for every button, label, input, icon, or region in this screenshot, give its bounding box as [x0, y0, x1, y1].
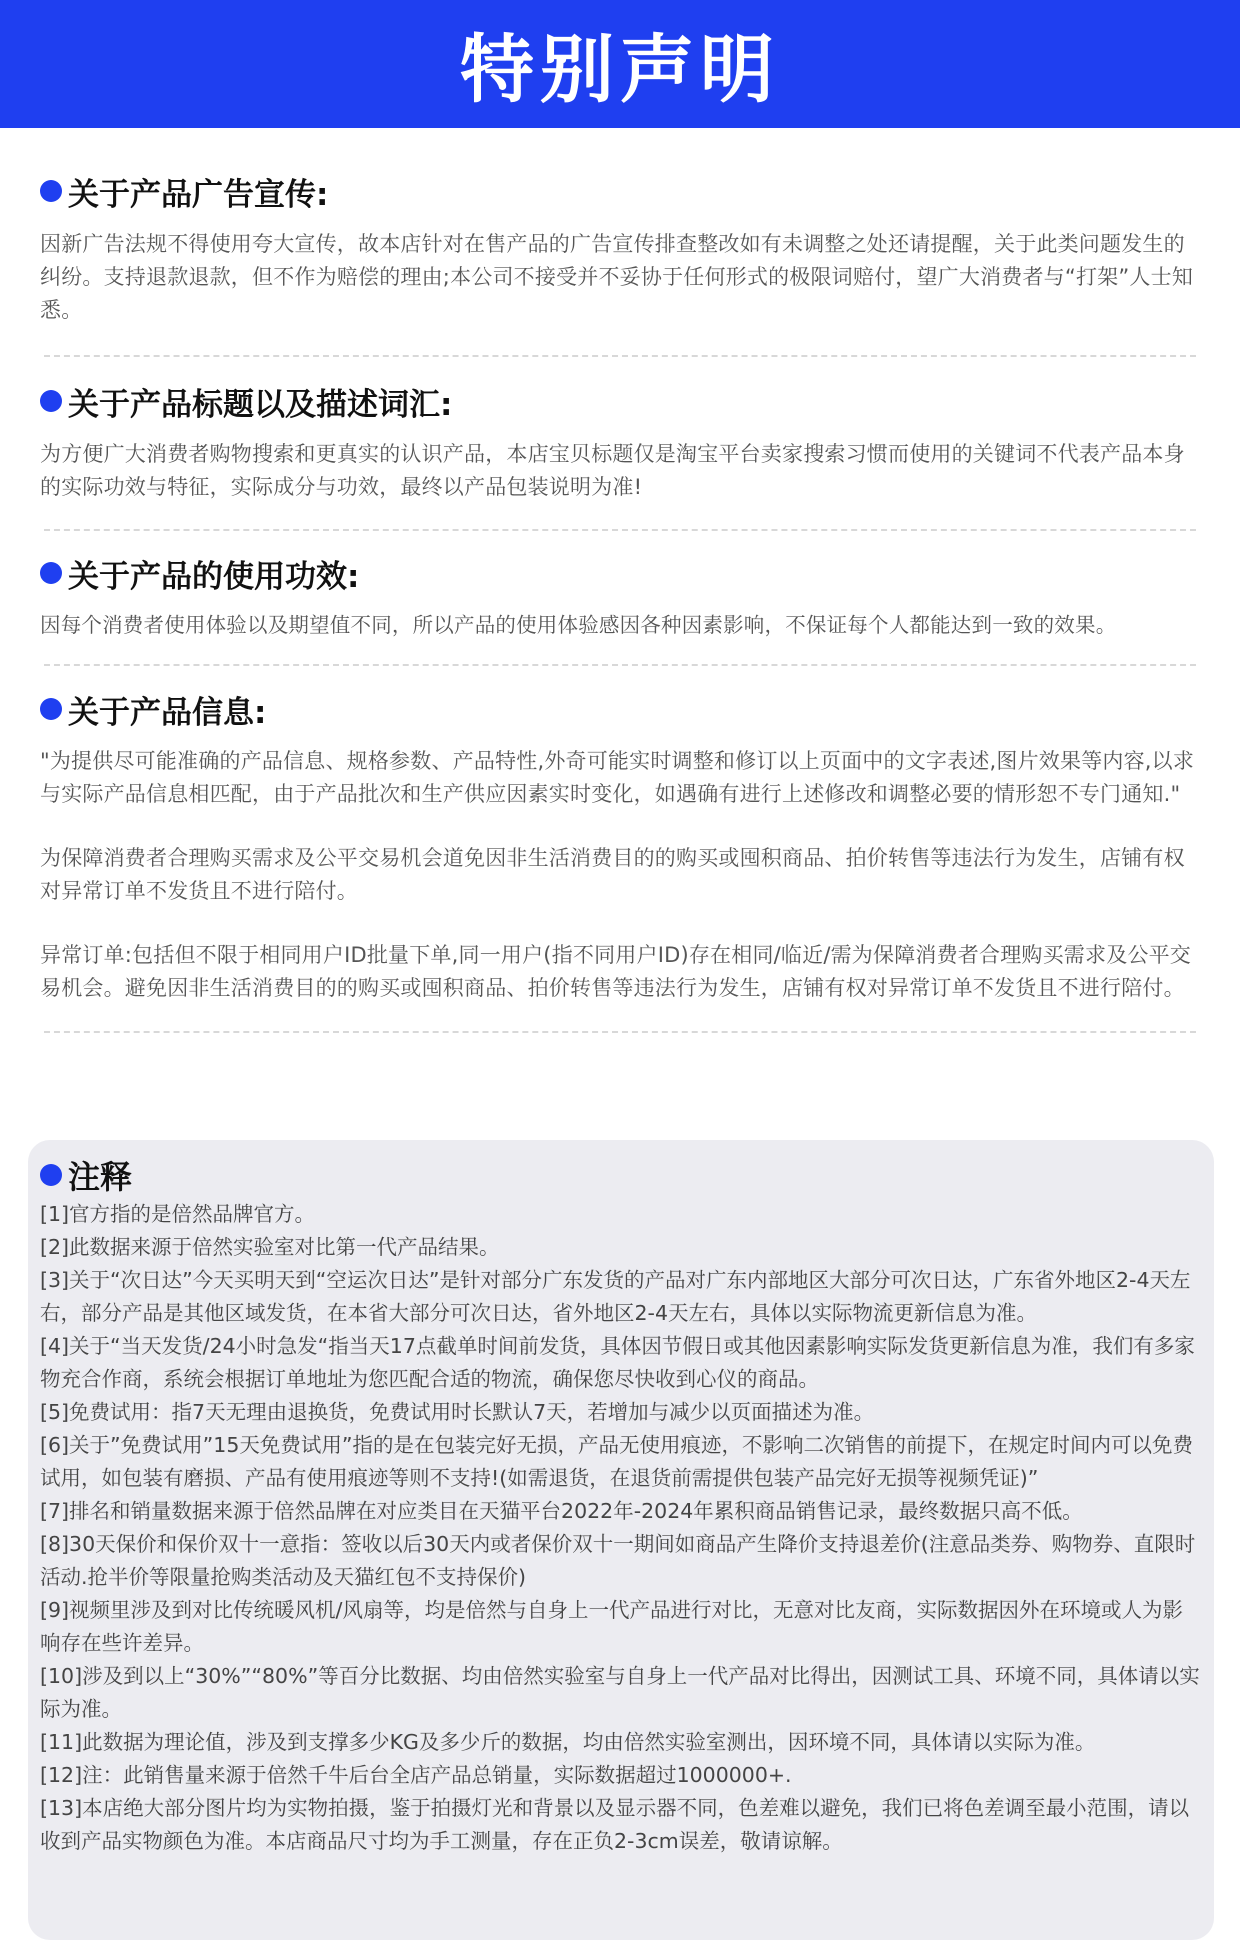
section-title-keywords	[40, 357, 1200, 504]
section-heading	[40, 171, 1200, 211]
note-item: [5]免费试用：指7天无理由退换货，免费试用时长默认7天，若增加与减少以页面描述为准。	[40, 1400, 875, 1424]
notes-list	[40, 1198, 1214, 1858]
page-title: 特别声明	[460, 27, 780, 113]
bullet-dot-icon	[40, 562, 62, 584]
section-paragraph: "为提供尽可能准确的产品信息、规格参数、产品特性,外奇可能实时调整和修订以上页面中的文字表述,图片效果等内容,以求与实际产品信息相匹配，由于产品批次和生产供应因素实时变化，如遇确有进行上述修改和调整必要的情形恕不专门通知."	[40, 749, 1195, 806]
note-item: [6]关于”免费试用”15天免费试用”指的是在包装完好无损，产品无使用痕迹，不影响二次销售的前提下，在规定时间内可以免费试用，如包装有磨损、产品有使用痕迹等则不支持!(如需退货，在退货前需提供包装产品完好无损等视频凭证)”	[40, 1433, 1193, 1490]
section-advertising	[40, 128, 1200, 327]
section-heading	[40, 689, 1200, 729]
note-item: [4]关于“当天发货/24小时急发“指当天17点截单时间前发货，具体因节假日或其他因素影响实际发货更新信息为准，我们有多家物充合作商，系统会根据订单地址为您匹配合适的物流，确保您尽快收到心仪的商品。	[40, 1334, 1195, 1391]
section-title: 关于产品信息:	[68, 694, 267, 731]
note-item: [13]本店绝大部分图片均为实物拍摄，鉴于拍摄灯光和背景以及显示器不同，色差难以避免，我们已将色差调至最小范围，请以收到产品实物颜色为准。本店商品尺寸均为手工测量，存在正负2-3cm误差，敬请谅解。	[40, 1796, 1190, 1853]
section-paragraph: 为保障消费者合理购买需求及公平交易机会道免因非生活消费目的的购买或囤积商品、拍价转售等违法行为发生，店铺有权对异常订单不发货且不进行陪付。	[40, 846, 1185, 903]
note-item: [11]此数据为理论值，涉及到支撑多少KG及多少斤的数据，均由倍然实验室测出，因环境不同，具体请以实际为准。	[40, 1730, 1096, 1754]
header-banner	[0, 0, 1240, 128]
section-heading	[40, 553, 1200, 593]
section-title: 关于产品的使用功效:	[68, 558, 360, 595]
section-heading	[40, 381, 1200, 421]
section-effects	[40, 531, 1200, 642]
statement-content	[0, 128, 1240, 1033]
section-title: 关于产品广告宣传:	[68, 176, 329, 213]
note-item: [12]注：此销售量来源于倍然千牛后台全店产品总销量，实际数据超过1000000+.	[40, 1763, 792, 1787]
note-item: [8]30天保价和保价双十一意指：签收以后30天内或者保价双十一期间如商品产生降价支持退差价(注意品类券、购物券、直限时活动.抢半价等限量抢购类活动及天猫红包不支持保价)	[40, 1532, 1196, 1589]
note-item: [9]视频里涉及到对比传统暖风机/风扇等，均是倍然与自身上一代产品进行对比，无意对比友商，实际数据因外在环境或人为影响存在些许差异。	[40, 1598, 1183, 1655]
notes-heading	[40, 1154, 1214, 1196]
section-paragraph: 异常订单:包括但不限于相同用户ID批量下单,同一用户(指不同用户ID)存在相同/临近/需为保障消费者合理购买需求及公平交易机会。避免因非生活消费目的的购买或囤积商品、拍价转售等违法行为发生，店铺有权对异常订单不发货且不进行陪付。	[40, 943, 1192, 1000]
bullet-dot-icon	[40, 180, 62, 202]
note-item: [1]官方指的是倍然品牌官方。	[40, 1202, 316, 1226]
section-paragraph: 因每个消费者使用体验以及期望值不同，所以产品的使用体验感因各种因素影响，不保证每个人都能达到一致的效果。	[40, 613, 1117, 637]
note-item: [10]涉及到以上“30%”“80%”等百分比数据、均由倍然实验室与自身上一代产品对比得出，因测试工具、环境不同，具体请以实际为准。	[40, 1664, 1200, 1721]
section-paragraph: 为方便广大消费者购物搜索和更真实的认识产品，本店宝贝标题仅是淘宝平台卖家搜索习惯而使用的关键词不代表产品本身的实际功效与特征，实际成分与功效，最终以产品包装说明为准!	[40, 442, 1185, 499]
dashed-divider	[44, 1031, 1196, 1033]
bullet-dot-icon	[40, 1164, 62, 1186]
notes-title: 注释	[68, 1158, 133, 1196]
note-item: [2]此数据来源于倍然实验室对比第一代产品结果。	[40, 1235, 500, 1259]
bullet-dot-icon	[40, 390, 62, 412]
section-paragraph: 因新广告法规不得使用夸大宣传，故本店针对在售产品的广告宣传排查整改如有未调整之处还请提醒，关于此类问题发生的纠纷。支持退款退款，但不作为赔偿的理由;本公司不接受并不妥协于任何形式的极限词赔付，望广大消费者与“打架”人士知悉。	[40, 232, 1194, 322]
notes-panel	[28, 1140, 1214, 1940]
section-product-info	[40, 666, 1200, 1005]
note-item: [3]关于“次日达”今天买明天到“空运次日达”是针对部分广东发货的产品对广东内部地区大部分可次日达，广东省外地区2-4天左右，部分产品是其他区域发货，在本省大部分可次日达，省外地区2-4天左右，具体以实际物流更新信息为准。	[40, 1268, 1191, 1325]
bullet-dot-icon	[40, 698, 62, 720]
note-item: [7]排名和销量数据来源于倍然品牌在对应类目在天猫平台2022年-2024年累积商品销售记录，最终数据只高不低。	[40, 1499, 1083, 1523]
section-title: 关于产品标题以及描述词汇:	[68, 386, 453, 423]
